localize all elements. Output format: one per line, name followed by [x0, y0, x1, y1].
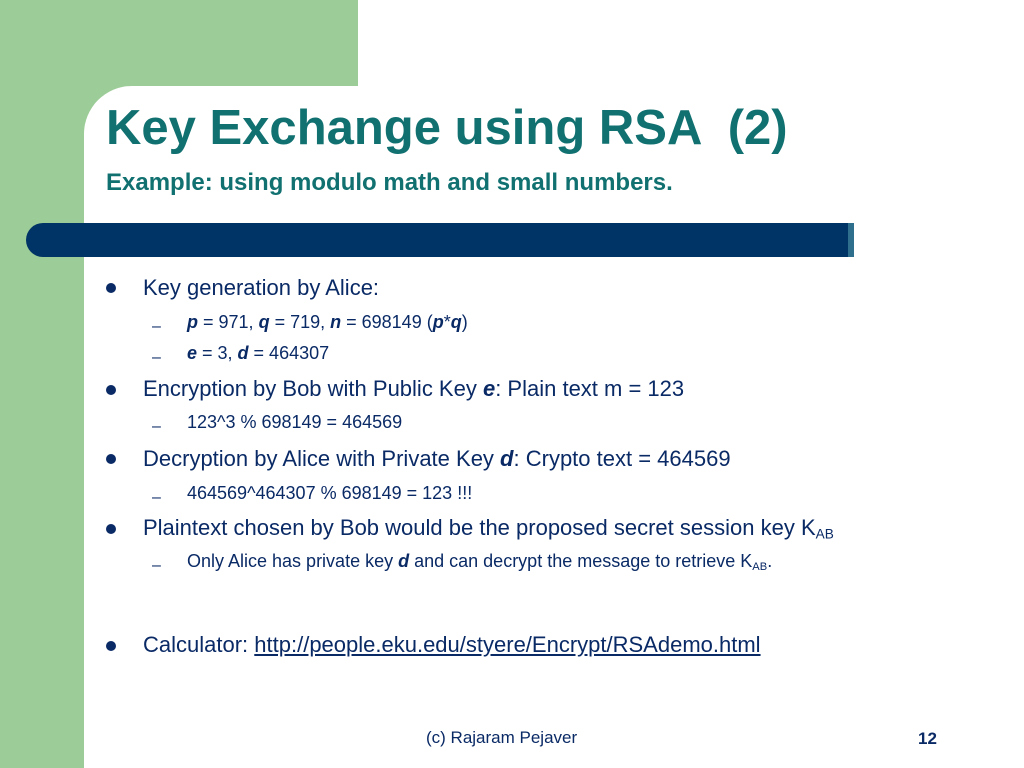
bullet-dot — [106, 283, 116, 293]
op-star: * — [443, 312, 451, 332]
var-d: d — [237, 343, 249, 363]
subscript-ab: AB — [815, 526, 834, 542]
var-pq-p: p — [432, 312, 444, 332]
slide-title: Key Exchange using RSA (2) — [106, 101, 788, 155]
bullet-dot — [106, 385, 116, 395]
sub-bullet-decrypt-calc — [187, 484, 472, 502]
sub-bullet-dash: – — [152, 318, 161, 335]
key-d: d — [398, 551, 410, 571]
slide-subtitle: Example: using modulo math and small numbers. — [106, 169, 673, 196]
sub-bullet-dash: – — [152, 489, 161, 506]
bullet-key-generation — [143, 277, 379, 299]
bullet-suffix: : Crypto text = 464569 — [513, 446, 731, 471]
key-d: d — [500, 446, 514, 471]
close-paren: ) — [461, 312, 468, 332]
bullet-prefix: Encryption by Bob with Public Key — [143, 376, 483, 401]
val-n: = 698149 ( — [341, 312, 433, 332]
sub-bullet-dash: – — [152, 557, 161, 574]
bullet-prefix: Decryption by Alice with Private Key — [143, 446, 501, 471]
sub-bullet-private-key — [187, 551, 773, 573]
bullet-dot — [106, 524, 116, 534]
bullet-prefix: Calculator: — [143, 632, 255, 657]
sub-bullet-text: 123^3 % 698149 = 464569 — [187, 412, 403, 432]
var-e: e — [187, 343, 198, 363]
bullet-dot — [106, 641, 116, 651]
bullet-calculator — [143, 634, 761, 656]
sub-bullet-dash: – — [152, 418, 161, 435]
val-e: = 3, — [197, 343, 238, 363]
sub-bullet-suffix: and can decrypt the message to retrieve K — [409, 551, 753, 571]
key-e: e — [482, 376, 496, 401]
bullet-encryption — [143, 378, 684, 400]
bullet-text: Key generation by Alice: — [143, 275, 380, 300]
footer-author: (c) Rajaram Pejaver — [426, 728, 578, 747]
bullet-dot — [106, 454, 116, 464]
calculator-link[interactable]: http://people.eku.edu/styere/Encrypt/RSAdemo.html — [254, 632, 761, 657]
var-pq-q: q — [450, 312, 462, 332]
sub-bullet-prefix: Only Alice has private key — [187, 551, 399, 571]
sub-bullet-end: . — [767, 551, 773, 571]
sub-bullet-text: 464569^464307 % 698149 = 123 !!! — [187, 483, 473, 503]
sub-bullet-primes — [187, 313, 468, 331]
sub-bullet-encrypt-calc — [187, 413, 402, 431]
bullet-text: Plaintext chosen by Bob would be the proposed secret session key K — [143, 515, 816, 540]
sub-bullet-dash: – — [152, 349, 161, 366]
bullet-plaintext — [143, 515, 834, 542]
val-d: = 464307 — [248, 343, 330, 363]
sub-bullet-keys — [187, 344, 329, 362]
val-p: = 971, — [198, 312, 259, 332]
subscript-ab: AB — [752, 560, 768, 573]
var-p: p — [187, 312, 198, 332]
bullet-decryption — [143, 448, 731, 470]
page-number: 12 — [918, 729, 937, 748]
val-q: = 719, — [269, 312, 331, 332]
bullet-suffix: : Plain text m = 123 — [495, 376, 685, 401]
var-q: q — [258, 312, 270, 332]
var-n: n — [330, 312, 342, 332]
